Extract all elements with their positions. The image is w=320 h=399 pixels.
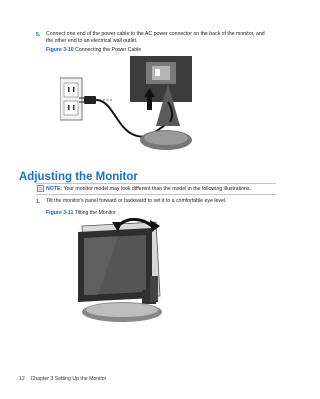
step-number: 5. <box>36 32 41 38</box>
step-number: 1. <box>36 199 41 205</box>
note <box>46 186 251 192</box>
tilting-monitor-illustration <box>68 218 178 328</box>
figure-label: Figure 3-10 <box>46 47 74 53</box>
step-text: Tilt the monitor's panel forward or backward to set it to a comfortable eye level. <box>46 198 227 204</box>
step-text <box>46 31 286 44</box>
step-text-line-2: the other end to an electrical wall outlet. <box>46 37 138 44</box>
page-footer <box>19 376 106 382</box>
figure-caption <box>46 210 116 216</box>
figure-caption-text: Connecting the Power Cable <box>75 47 142 53</box>
note-label: NOTE: <box>46 186 63 192</box>
figure-caption-text: Tilting the Monitor <box>74 210 116 216</box>
step-text-line-1: Connect one end of the power cable to the AC power connector on the back of the monitor, and <box>46 31 265 37</box>
note-text: Your monitor model may look different than the model in the following illustrations. <box>63 186 251 192</box>
note-icon <box>37 185 45 192</box>
heading-rule <box>36 183 276 184</box>
page-number: 12 <box>19 376 25 382</box>
figure-caption <box>46 47 141 53</box>
note-rule <box>36 194 276 195</box>
figure-label: Figure 3-11 <box>46 210 74 216</box>
section-title: Adjusting the Monitor <box>19 171 138 183</box>
power-cable-illustration <box>60 56 192 162</box>
chapter-title: Chapter 3 Setting Up the Monitor <box>30 376 107 382</box>
